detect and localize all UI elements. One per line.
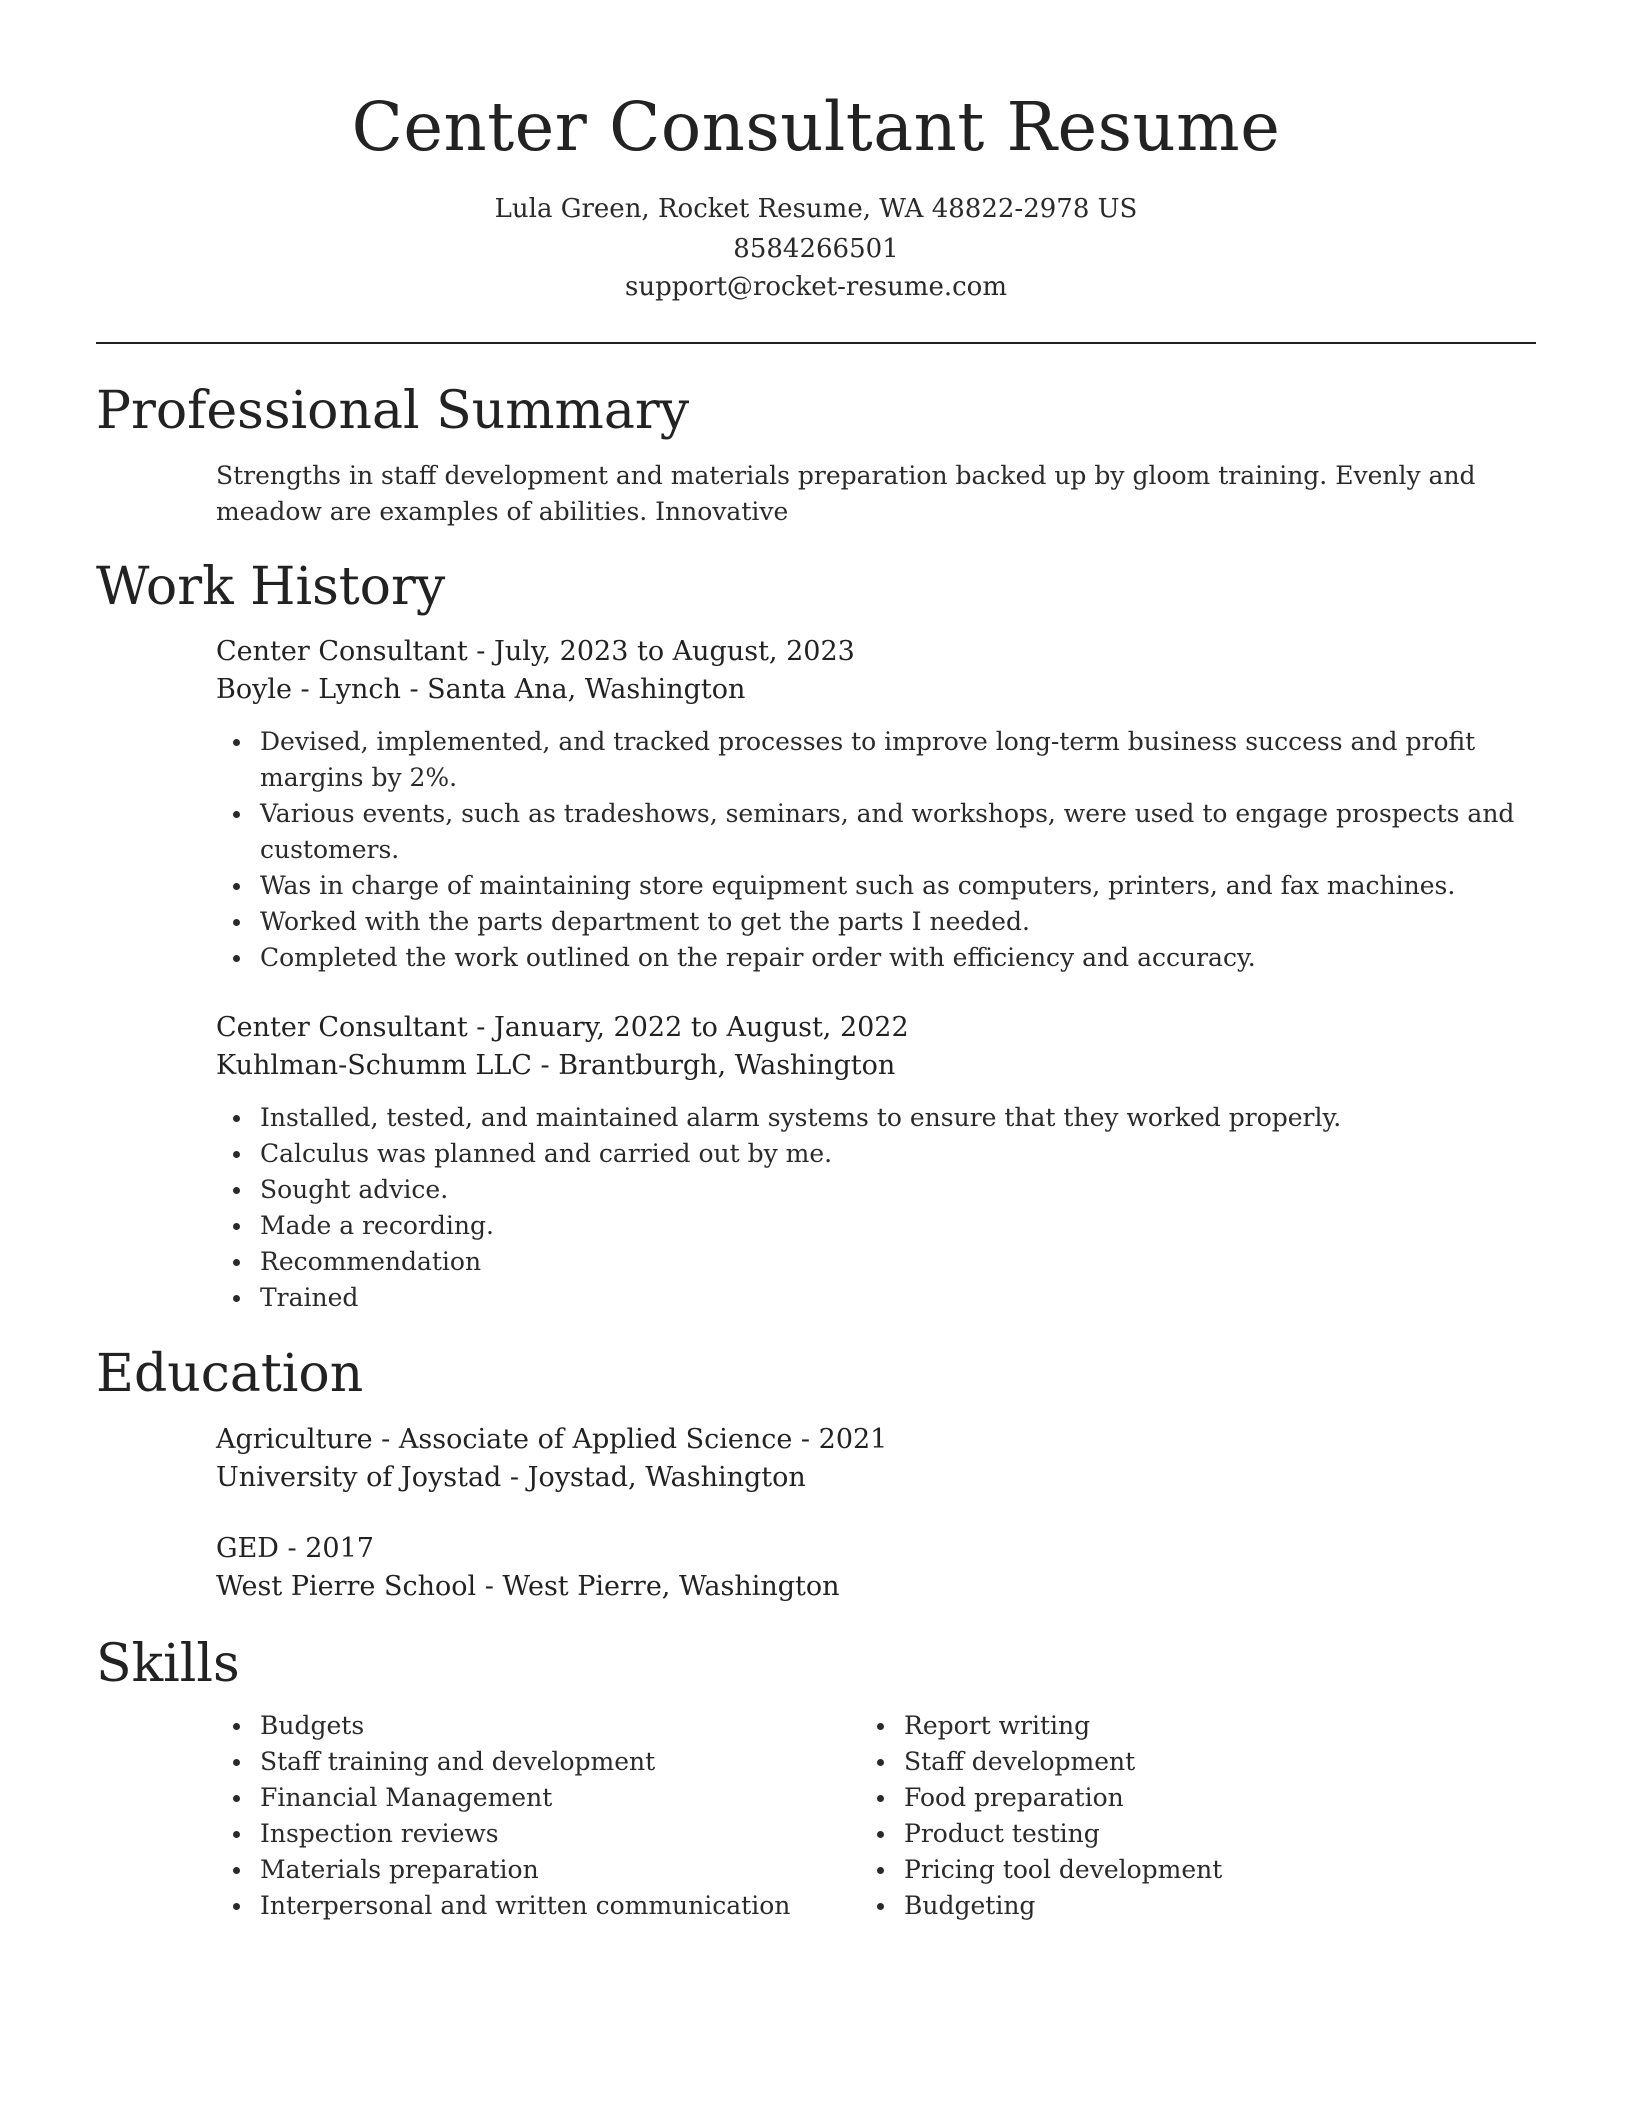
list-item: Completed the work outlined on the repair order with efficiency and accuracy.	[260, 940, 1536, 976]
job-company-line: Kuhlman-Schumm LLC - Brantburgh, Washington	[216, 1050, 896, 1081]
contact-address: Lula Green, Rocket Resume, WA 48822-2978 US	[494, 194, 1138, 224]
list-item: Worked with the parts department to get the parts I needed.	[260, 904, 1536, 940]
list-item: Budgeting	[904, 1888, 1480, 1924]
education-entry	[216, 1530, 1536, 1606]
skills-column-right	[860, 1708, 1480, 1924]
list-item: Sought advice.	[260, 1172, 1536, 1208]
degree-line: Agriculture - Associate of Applied Science - 2021	[216, 1424, 888, 1455]
list-item: Recommendation	[260, 1244, 1536, 1280]
header-divider	[96, 342, 1536, 344]
list-item: Calculus was planned and carried out by me.	[260, 1136, 1536, 1172]
education-heading: Education	[96, 1344, 364, 1404]
list-item: Inspection reviews	[260, 1816, 836, 1852]
degree-line: GED - 2017	[216, 1533, 374, 1564]
job-bullets	[216, 1100, 1536, 1316]
skills-list	[860, 1708, 1480, 1924]
list-item: Interpersonal and written communication	[260, 1888, 836, 1924]
school-line: West Pierre School - West Pierre, Washington	[216, 1571, 840, 1602]
job-title-line: Center Consultant - July, 2023 to August, 2023	[216, 636, 855, 667]
skills-heading: Skills	[96, 1634, 240, 1694]
work-history-heading: Work History	[96, 557, 446, 617]
list-item: Installed, tested, and maintained alarm systems to ensure that they worked properly.	[260, 1100, 1536, 1136]
list-item: Devised, implemented, and tracked processes to improve long-term business success and profit margins by 2%.	[260, 724, 1536, 796]
summary-text: Strengths in staff development and materials preparation backed up by gloom training. Evenly and meadow are examples of abilities. Innovative	[216, 461, 1476, 526]
job-entry	[216, 633, 1536, 976]
list-item: Pricing tool development	[904, 1852, 1480, 1888]
contact-email: support@rocket-resume.com	[624, 272, 1007, 302]
job-company-line: Boyle - Lynch - Santa Ana, Washington	[216, 674, 746, 705]
skills-list	[216, 1708, 836, 1924]
school-line: University of Joystad - Joystad, Washington	[216, 1462, 806, 1493]
skills-column-left	[216, 1708, 836, 1924]
list-item: Food preparation	[904, 1780, 1480, 1816]
list-item: Staff training and development	[260, 1744, 836, 1780]
list-item: Budgets	[260, 1708, 836, 1744]
job-title-line: Center Consultant - January, 2022 to August, 2022	[216, 1012, 909, 1043]
summary-heading: Professional Summary	[96, 381, 690, 441]
job-bullets	[216, 724, 1536, 976]
resume-title: Center Consultant Resume	[351, 88, 1281, 166]
education-entry	[216, 1421, 1536, 1497]
job-entry	[216, 1009, 1536, 1316]
list-item: Report writing	[904, 1708, 1480, 1744]
contact-phone: 8584266501	[733, 234, 899, 264]
list-item: Financial Management	[260, 1780, 836, 1816]
list-item: Was in charge of maintaining store equipment such as computers, printers, and fax machines.	[260, 868, 1536, 904]
list-item: Various events, such as tradeshows, seminars, and workshops, were used to engage prospects and customers.	[260, 796, 1536, 868]
list-item: Made a recording.	[260, 1208, 1536, 1244]
list-item: Staff development	[904, 1744, 1480, 1780]
list-item: Product testing	[904, 1816, 1480, 1852]
list-item: Materials preparation	[260, 1852, 836, 1888]
list-item: Trained	[260, 1280, 1536, 1316]
